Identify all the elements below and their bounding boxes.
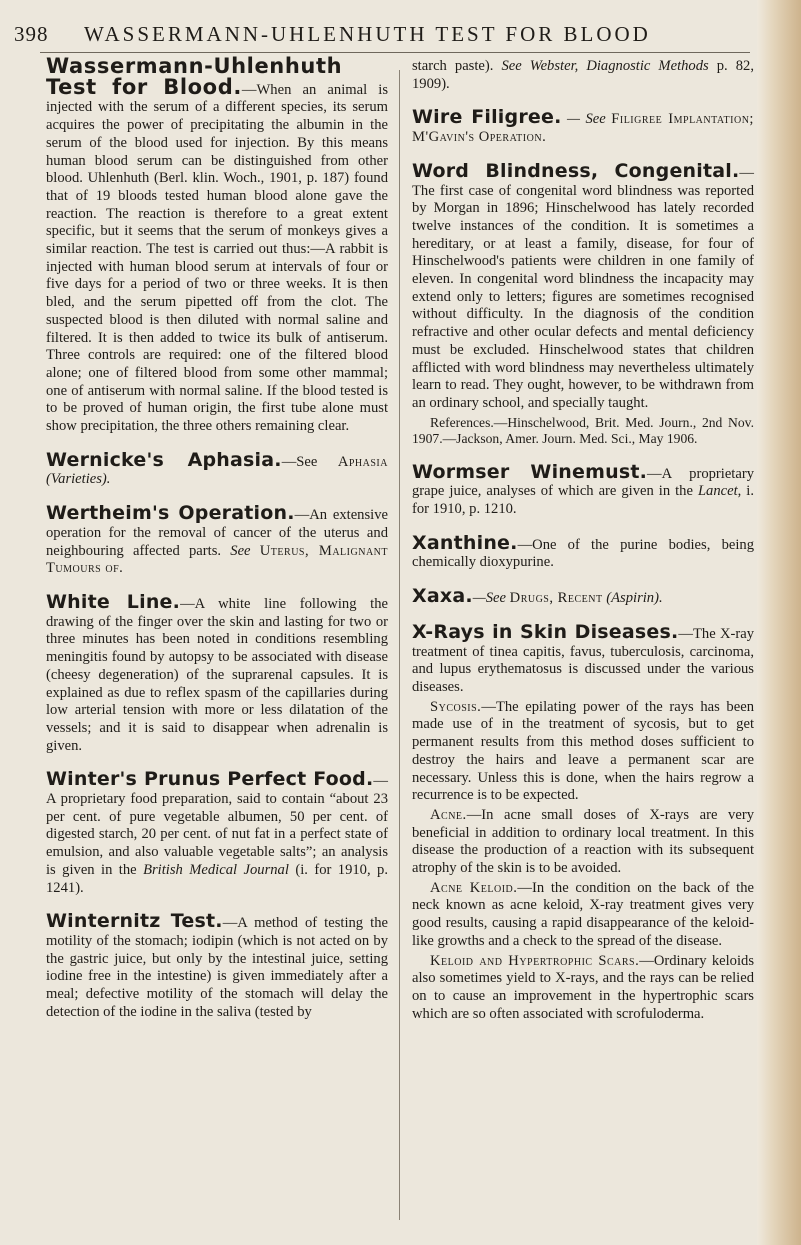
entry-xaxa: [412, 585, 754, 608]
column-divider: [399, 70, 400, 1220]
page-number: 398: [14, 22, 49, 46]
cross-reference-tail: (Varieties).: [46, 471, 111, 488]
entry-text: —An extensive operation for the removal of cancer of the uterus and neighbouring affected parts.: [46, 507, 388, 559]
subsection-label: Acne Keloid.: [430, 879, 518, 896]
cross-reference: Uterus, Malignant Tumours of.: [46, 542, 388, 577]
entry-heading: Wernicke's Aphasia.: [46, 448, 282, 471]
header-rule: [40, 52, 750, 53]
cross-reference: Aphasia: [337, 453, 388, 470]
entry-heading: Wertheim's Operation.: [46, 502, 295, 525]
entry-white-line: [46, 590, 388, 755]
entry-word-blindness: [412, 159, 754, 448]
see-prefix: —See: [281, 453, 338, 470]
entry-heading: X-Rays in Skin Diseases.: [412, 620, 679, 643]
entry-winters-prunus: [46, 768, 388, 897]
entry-wire-filigree: [412, 106, 754, 146]
cross-reference: Drugs, Recent: [509, 590, 603, 607]
entry-heading: Winternitz Test.: [46, 910, 223, 933]
entry-winternitz: [46, 910, 388, 1021]
entry-heading: Winter's Prunus Perfect Food.: [46, 768, 374, 791]
left-column: [46, 54, 388, 1037]
subsection-acne-keloid: [412, 880, 754, 951]
entry-wassermann: [46, 54, 388, 436]
entry-heading: Wormser Winemust.: [412, 460, 648, 483]
subsection-text: —The epilating power of the rays has been made use of in the treatment of sycosis, but to get permanent results from this method doses sufficient to destroy the hairs and leave a permanent scar are necessary. Unless this is done, when the hairs regrow a recurrence is to be expected.: [412, 698, 754, 804]
right-column: [412, 58, 754, 1039]
entry-text: —A method of testing the motility of the stomach; iodipin (which is not acted on by the gastric juice, but only by the intestinal juice, setting iodine free in the intestine) is given immediately after a meal; defective motility of the stomach will delay the detection of the iodine in the saliva (tested by: [46, 915, 388, 1020]
cross-reference-tail: (Aspirin).: [602, 590, 663, 607]
entry-xanthine: [412, 531, 754, 572]
subsection-sycosis: [412, 699, 754, 805]
subsection-text: —In the condition on the back of the neck known as acne keloid, X-ray treatment gives very good results, causing a rapid disappearance of the keloid-like growths and a check to the spread of the disease.: [412, 879, 754, 949]
entry-wertheim: [46, 502, 388, 578]
entry-wormser: [412, 460, 755, 519]
subsection-keloid-scars: [412, 953, 754, 1024]
entry-text: —The X-ray treatment of tinea capitis, favus, tuberculosis, carcinoma, and lupus erythematosus is discussed under the various diseases.: [412, 625, 754, 695]
entry-heading: Xanthine.: [412, 531, 518, 554]
entry-text: —The first case of congenital word blindness was reported by Morgan in 1896; Hinschelwood has lately recorded twelve instances of the condition. It is sometimes a hereditary, or at least a family, disease, for four of Hinschelwood's patients were children in one family of eleven. In congenital word blindness the incapacity may extend only to letters; figures are sometimes recognised without difficulty. In the diagnosis of the condition refractive and other ocular defects and mental deficiency must be excluded. Hinschelwood states that children afflicted with word blindness may nevertheless ultimately learn to read. They ought, however, to be withdrawn from an ordinary school, and specially taught.: [412, 164, 754, 411]
subsection-label: Acne.: [430, 806, 467, 823]
entry-heading: Word Blindness, Congenital.: [412, 159, 740, 182]
entry-text: —When an animal is injected with the serum of a different species, its serum acquires the power of precipitating the albumin in the serum of the blood used for injection. By this means human blood serum can be distinguished from other blood. Uhlenhuth (Berl. klin. Woch., 1901, p. 187) found that of 19 bloods tested human blood alone gave the reaction. The reaction is therefore to a great extent specific, but it seems that the serum of monkeys gives a similar reaction. The test is carried out thus:—A rabbit is injected with human blood serum at intervals of four or five days for a period of two or three weeks. It is then bled, and the serum pipetted off from the clot. The suspected blood is then diluted with normal saline and filtered. It is then added to twice its bulk of antiserum. Three controls are required: one of the filtered blood alone; one of filtered blood from some other mammal; one of antiserum with normal saline. If the blood tested is to be proved of human origin, the first tube alone must show precipitation, the three others remaining clear.: [46, 81, 388, 435]
entry-wernicke: [46, 448, 388, 489]
entry-text: —A white line following the drawing of the finger over the skin and lasting for two or three minutes has been noted in conditions resembling meningitis found by autopsy to be associated with disease (cheesy degeneration) of the suprarenal capsules. It is explained as due to reflex spasm of the capillaries during low arterial tension with more or less dilatation of the vessels; and it is said to disappear when adrenalin is given.: [46, 595, 388, 754]
subsection-text: —In acne small doses of X-rays are very beneficial in addition to ordinary local treatment. In this disease the production of a reaction with its subsequent atrophy of the skin is to be avoided.: [412, 806, 754, 877]
entry-text: starch paste).: [412, 58, 502, 74]
see-prefix: —See: [472, 590, 510, 607]
entry-heading: Xaxa.: [412, 585, 473, 608]
entry-tail: , i. for 1910, p. 1210.: [412, 483, 755, 518]
entry-heading: Wire Filigree.: [412, 106, 562, 129]
running-title: WASSERMANN-UHLENHUTH TEST FOR BLOOD: [84, 22, 651, 46]
page-header: [14, 8, 754, 48]
entry-heading: Wassermann-Uhlenhuth Test for Blood.: [46, 54, 343, 99]
subsection-text: —Ordinary keloids also sometimes yield to X-rays, and the rays can be relied on to cause an improvement in the hypertrophic scars which are so often associated with scrofuloderma.: [412, 952, 754, 1022]
entry-text: —One of the purine bodies, being chemically dioxypurine.: [412, 536, 754, 571]
subsection-acne: [412, 807, 754, 878]
see-prefix: See: [230, 542, 260, 559]
subsection-label: Sycosis.: [430, 698, 482, 715]
entry-tail: (i. for 1910, p. 1241).: [46, 861, 388, 896]
entry-text: —A proprietary grape juice, analyses of which are given in the: [412, 465, 754, 500]
entry-tail: p. 82, 1909).: [412, 58, 755, 92]
journal-title: British Medical Journal: [143, 861, 289, 878]
references: References.—Hinschelwood, Brit. Med. Journ., 2nd Nov. 1907.—Jackson, Amer. Journ. Med. Sci., May 1906.: [412, 414, 754, 447]
entry-x-rays: [412, 620, 754, 1023]
page-edge-shadow: [757, 0, 801, 1245]
journal-title: Lancet: [697, 483, 738, 500]
entry-heading: White Line.: [46, 590, 181, 613]
subsection-label: Keloid and Hypertrophic Scars.: [430, 952, 640, 969]
see-prefix: — See: [561, 111, 612, 128]
entry-continued: [412, 58, 754, 93]
cross-reference: Filigree Implantation; M'Gavin's Operation.: [412, 111, 754, 146]
entry-text: —A proprietary food preparation, said to contain “about 23 per cent. of pure vegetable albumen, 50 per cent. of digested starch, 20 per cent. of nut fat in a perfect state of emulsion, and also valuable vegetable salts”; an analysis is given in the: [46, 773, 388, 878]
cross-reference: See Webster, Diagnostic Methods: [501, 58, 709, 74]
